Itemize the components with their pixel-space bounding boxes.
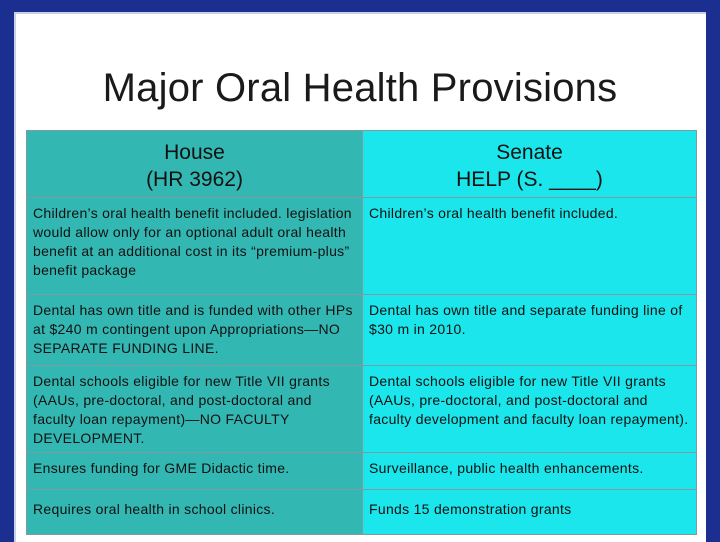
- table-row: [27, 295, 697, 366]
- provisions-table: [26, 130, 697, 535]
- table-header-row: [27, 131, 697, 198]
- senate-cell: Dental schools eligible for new Title VII grants (AAUs, pre-doctoral, and post-doctoral and faculty development and faculty loan repayment).: [363, 366, 697, 453]
- header-house-bill: (HR 3962): [146, 168, 243, 191]
- house-cell: Requires oral health in school clinics.: [27, 490, 363, 535]
- table-row: [27, 198, 697, 295]
- senate-cell: Children’s oral health benefit included.: [363, 198, 697, 295]
- header-senate: [363, 131, 697, 198]
- table-row: [27, 453, 697, 490]
- house-cell: Children’s oral health benefit included. legislation would allow only for an optional adult oral health benefit at an additional cost in its “premium-plus” benefit package: [27, 198, 363, 295]
- header-senate-bill: HELP (S. ____): [456, 168, 603, 191]
- header-senate-name: Senate: [496, 141, 563, 164]
- house-cell: Dental schools eligible for new Title VII grants (AAUs, pre-doctoral, and post-doctoral and faculty loan repayment)—NO FACULTY DEVELOPMENT.: [27, 366, 363, 453]
- senate-cell: Funds 15 demonstration grants: [363, 490, 697, 535]
- header-house: [27, 131, 363, 198]
- house-cell: Ensures funding for GME Didactic time.: [27, 453, 363, 490]
- provisions-table-container: [26, 130, 696, 535]
- house-cell: Dental has own title and is funded with other HPs at $240 m contingent upon Appropriations—NO SEPARATE FUNDING LINE.: [27, 295, 363, 366]
- header-house-name: House: [164, 141, 225, 164]
- senate-cell: Dental has own title and separate funding line of $30 m in 2010.: [363, 295, 697, 366]
- table-row: [27, 366, 697, 453]
- slide-title: Major Oral Health Provisions: [102, 66, 618, 110]
- senate-cell: Surveillance, public health enhancements.: [363, 453, 697, 490]
- table-row: [27, 490, 697, 535]
